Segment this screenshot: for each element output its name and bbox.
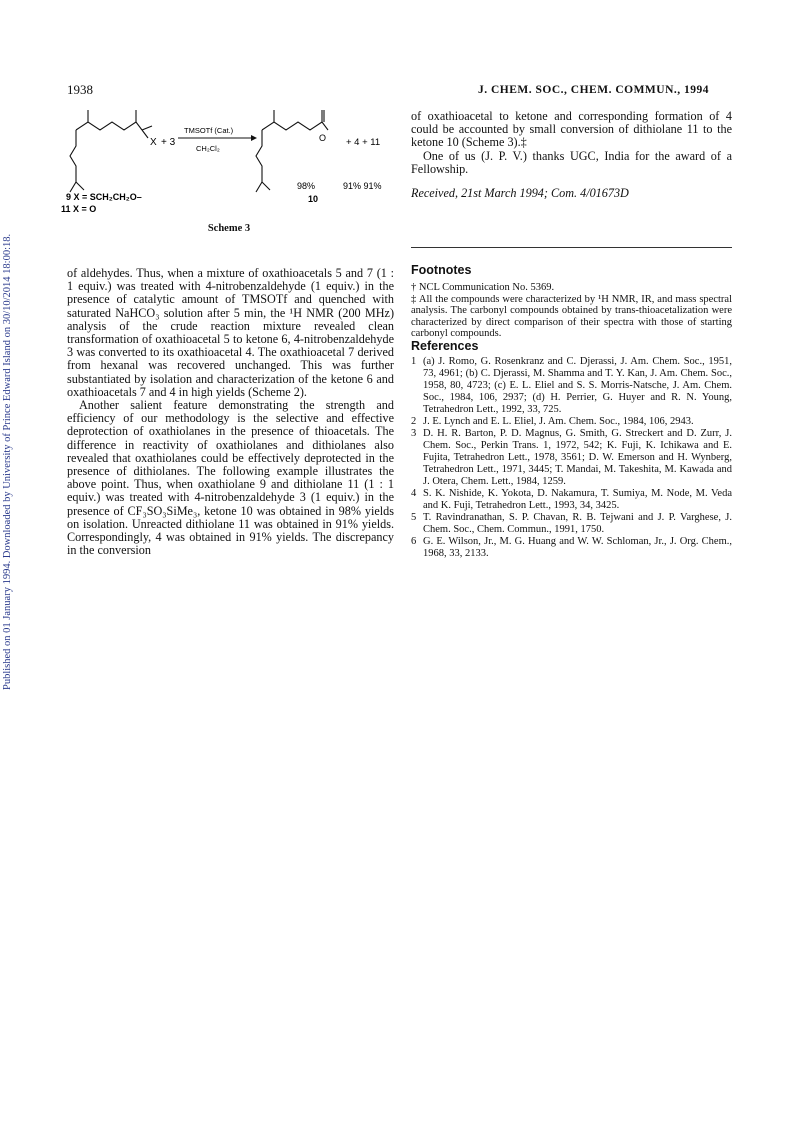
references-list [411, 356, 732, 560]
scheme-caption: Scheme 3 [207, 223, 251, 234]
reference-item [411, 488, 732, 512]
received-line: Received, 21st March 1994; Com. 4/01673D [411, 186, 629, 200]
reference-number: 1 [411, 356, 417, 367]
footnotes [411, 282, 732, 340]
plus-3-label: + 3 [161, 137, 176, 148]
footnote: ‡ All the compounds were characterized by ¹H NMR, IR, and mass spectral analysis. The carbonyl compounds obtained by trans-thioacetalization were characterized by direct comparison of their spectra with those of starting carbonyl compounds. [411, 293, 732, 340]
o-label: O [319, 133, 327, 143]
reference-item [411, 356, 732, 416]
reference-number: 3 [411, 428, 417, 439]
product-structure [256, 110, 328, 192]
references-heading: References [411, 339, 479, 353]
product-number: 10 [308, 194, 319, 204]
yield-10: 98% [297, 181, 316, 191]
reference-text: (a) J. Romo, G. Rosenkranz and C. Djerassi, J. Am. Chem. Soc., 1951, 73, 4961; (b) C. Djerassi, M. Shamma and T. Y. Kan, J. Am. Chem. Soc., 1958, 80, 4723; (c) E. L. Eliel and S. S. Morris-Natsche, J. Am. Chem. Soc., 1984, 106, 2937; (d) H. Perrier, G. Huyer and R. N. Young, Tetrahedron Lett., 1992, 33, 725. [423, 356, 732, 415]
paragraph: Another salient feature demonstrating the strength and efficiency of our methodology is the selective and effective deprotection of oxathiolanes in the presence of thioacetals. The difference in reactivity of oxathiolanes and dithiolanes also revealed that oxathiolanes could be effectively deprotected in the presence of dithiolanes. The following example illustrates the above point. Thus, when oxathiolane 9 and dithiolane 11 (1 : 1 equiv.) was treated with 4-nitrobenzaldehyde 3 (1 equiv.) in the presence of CF₃SO₃SiMe₃, ketone 10 was obtained in 98% yields on isolation. Unreacted dithiolane 11 was obtained in 91% yields. Correspondingly, 4 was obtained in 91% yields. The discrepancy in the conversion [67, 398, 394, 558]
left-column [67, 267, 394, 557]
footnote: † NCL Communication No. 5369. [411, 282, 555, 293]
reference-text: S. K. Nishide, K. Yokota, D. Nakamura, T. Sumiya, M. Node, M. Veda and K. Fuji, Tetrahedron Lett., 1993, 34, 3425. [423, 488, 732, 511]
right-column-top [411, 110, 732, 176]
reference-text: G. E. Wilson, Jr., M. G. Huang and W. W. Schloman, Jr., J. Org. Chem., 1968, 33, 2133. [423, 536, 732, 559]
journal-header: J. CHEM. SOC., CHEM. COMMUN., 1994 [478, 84, 710, 96]
reactant-structure [70, 110, 152, 192]
reference-item [411, 428, 732, 488]
compound-def-2: 11 X = O [61, 204, 97, 214]
reference-text: D. H. R. Barton, P. D. Magnus, G. Smith, G. Streckert and D. Zurr, J. Chem. Soc., Perkin Trans. 1, 1972, 542; K. Fuji, K. Ichikawa and E. Fujita, Tetrahedron Lett., 1978, 3561; D. W. Emerson and H. Wynberg, Tetrahedron Lett., 1971, 3445; T. Mandai, M. Takeshita, M. Kawada and J. Otera, Chem. Lett., 1984, 1259. [423, 428, 732, 487]
reference-number: 6 [411, 536, 417, 547]
acknowledgement: One of us (J. P. V.) thanks UGC, India for the award of a Fellowship. [411, 148, 732, 176]
compound-def-1: 9 X = SCH₂CH₂O– [66, 192, 142, 202]
reagent-bottom: CH₂Cl₂ [196, 144, 220, 153]
arrow-head [251, 135, 257, 141]
reference-text: J. E. Lynch and E. L. Eliel, J. Am. Chem. Soc., 1984, 106, 2943. [423, 416, 694, 427]
download-watermark-text: Published on 01 January 1994. Downloaded by University of Prince Edward Island on 30/10/2014 18:00:18. [2, 233, 13, 690]
products-label: + 4 + 11 [346, 137, 381, 148]
footnotes-heading: Footnotes [411, 263, 472, 277]
reference-number: 4 [411, 488, 417, 499]
reagent-top: TMSOTf (Cat.) [184, 126, 234, 135]
x-label: X [150, 137, 157, 148]
paragraph: of oxathioacetal to ketone and corresponding formation of 4 could be accounted by small conversion of dithiolane 11 to the ketone 10 (Scheme 3).‡ [411, 109, 732, 150]
reference-text: T. Ravindranathan, S. P. Chavan, R. B. Tejwani and J. P. Varghese, J. Chem. Soc., Chem. Commun., 1991, 1750. [423, 512, 732, 535]
reference-number: 5 [411, 512, 417, 523]
reference-number: 2 [411, 416, 417, 427]
yields-right: 91% 91% [343, 181, 382, 191]
divider [411, 247, 732, 248]
reference-item [411, 536, 732, 560]
page-number: 1938 [67, 82, 93, 97]
download-watermark [2, 190, 18, 690]
reference-item [411, 512, 732, 536]
paragraph: of aldehydes. Thus, when a mixture of oxathioacetals 5 and 7 (1 : 1 equiv.) was treated with 4-nitrobenzaldehyde (1 equiv.) in the presence of catalytic amount of TMSOTf and quenched with saturated NaHCO₃ solution after 5 min, the ¹H NMR (200 MHz) analysis of the crude reaction mixture revealed clean transformation of oxathioacetal 5 to ketone 6, 4-nitrobenzaldehyde 3 was converted to its oxathioacetal 4. The oxathioacetal 7 derived from hexanal was recovered unchanged. This was further substantiated by isolation and characterization of the ketone 6 and oxathioacetals 7 and 4 in high yields (Scheme 2). [67, 266, 394, 399]
reference-item [411, 416, 732, 428]
scheme-3-diagram [61, 100, 406, 220]
